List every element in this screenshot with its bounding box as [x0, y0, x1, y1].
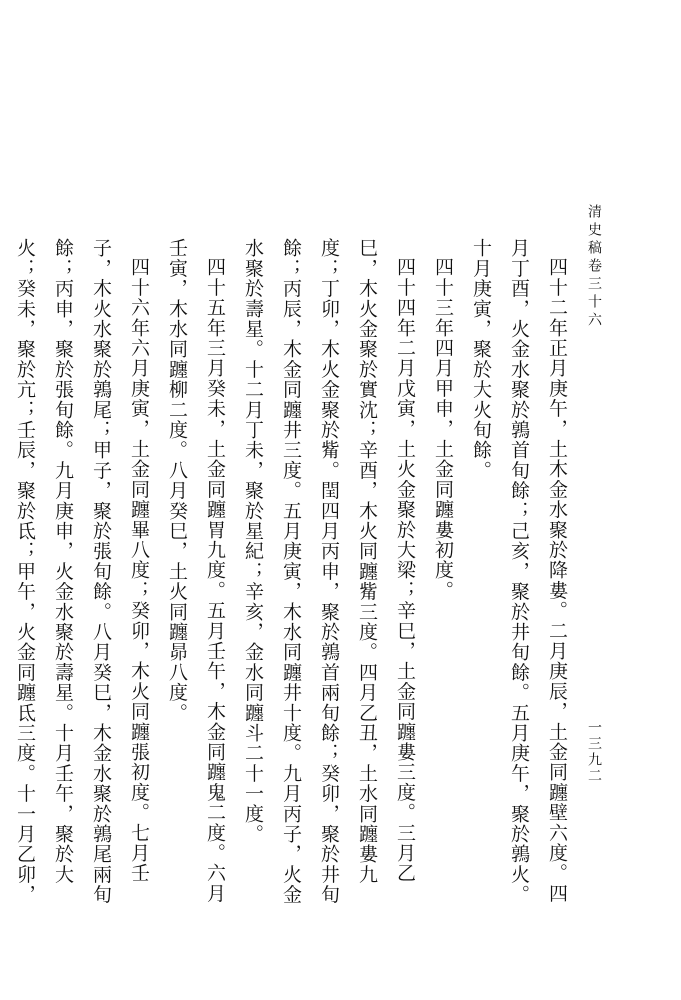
paragraph-year-43: 四十三年四月甲申，土金同躔婁初度。: [432, 257, 454, 601]
paragraph-year-44: 四十四年二月戊寅，土火金聚於大梁；辛巳，土金同躔婁三度。三月乙巳，木火金聚於實沈；辛酉，木火同躔觜三度。四月乙丑，土水同躔婁九度；丁卯，木火金聚於觜。閏四月丙申，聚於鶉首兩旬餘；癸卯，聚於井旬餘；丙辰，木金同躔井三度。五月庚寅，木水同躔井十度。九月丙子，火金水聚於壽星。十二月丁未，聚於星紀；辛亥，金水同躔斗二十一度。: [242, 238, 416, 905]
running-header-title: 清史稿卷三十六: [586, 204, 602, 330]
paragraph-year-42: 四十二年正月庚午，土木金水聚於降婁。二月庚辰，土金同躔壁六度。四月丁酉，火金水聚於鶉首旬餘；己亥，聚於井旬餘。五月庚午，聚於鶉火。十月庚寅，聚於大火旬餘。: [470, 238, 568, 905]
paragraph-year-46: 四十六年六月庚寅，土金同躔畢八度；癸卯，木火同躔張初度。七月壬子，木火水聚於鶉尾；甲子，聚於張旬餘。八月癸巳，木金水聚於鶉尾兩旬餘；丙申，聚於張旬餘。九月庚申，火金水聚於壽星。十月壬午，聚於大火；癸未，聚於亢；壬辰，聚於氐；甲午，火金同躔氐三度。十一月乙卯，: [14, 238, 150, 905]
page-number: 一三九二: [586, 720, 602, 784]
paragraph-year-45: 四十五年三月癸未，土金同躔胃九度。五月壬午，木金同躔鬼二度。六月壬寅，木水同躔柳二度。八月癸巳，土火同躔昴八度。: [166, 238, 226, 904]
body-text: [14, 238, 576, 918]
